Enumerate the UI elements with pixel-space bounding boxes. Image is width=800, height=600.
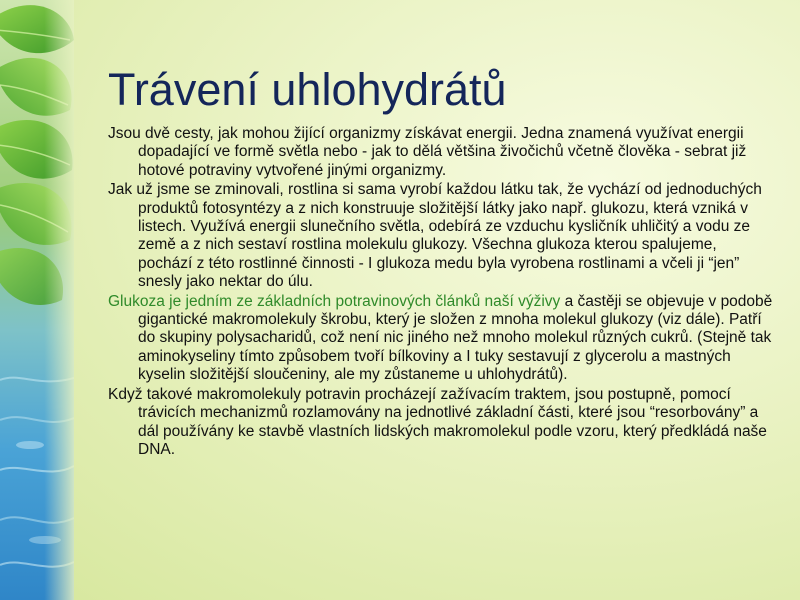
paragraph-energy-paths: Jsou dvě cesty, jak mohou žijící organizmy získávat energii. Jedna znamená využívat energii dopadající ve formě světla nebo - jak to dělá většina živočichů včetně člověka - sebrat již hotové potraviny vytvořené jinými organizmy. — [108, 125, 747, 179]
glucose-highlight-text: Glukoza je jedním ze základních potravinových článků naší výživy — [108, 292, 561, 310]
slide-title: Trávení uhlohydrátů — [108, 64, 507, 115]
paragraph-glucose-starch — [108, 293, 774, 385]
paragraph-digestion: Když takové makromolekuly potravin procházejí zažívacím traktem, jsou postupně, pomocí trávicích mechanizmů rozlamovány na jednotlivé základní části, které jsou “resorbovány” a dál používány ke stavbě vlastních lidských makromolekul podle vzoru, který předkládá naše DNA. — [108, 385, 767, 458]
glucose-paragraph-text: a častěji se objevuje v podobě gigantické makromolekuly škrobu, který je složen z mnoha molekul glukozy (viz dále). Patří do skupiny polysacharidů, což není nic jiného než mnoho molekul různých cukrů. (Stejně tak aminokyseliny tímto způsobem tvoří bílkoviny a I tuky sestavují z glycerolu a mastných kyselin složitější sloučeniny, ale my zůstaneme u uhlohydrátů). — [138, 292, 773, 384]
slide-body — [108, 125, 774, 459]
paragraph-plant-glucose: Jak už jsme se zminovali, rostlina si sama vyrobí každou látku tak, že vychází od jednoduchých produktů fotosyntézy a z nich konstruuje složitější látky jako např. glukozu, která vzniká v listech. Využívá energii slunečního světla, odebírá ze vzduchu kysličník uhličitý a vodu ze země a z nich sestaví rostlina molekulu glukozy. Všechna glukoza kterou spalujeme, pochází z této rostlinné činnosti - I glukoza medu byla vyrobena rostlinami a včeli ji “jen” snesly jako nektar do úlu. — [108, 181, 762, 291]
leaf-water-decoration — [0, 0, 74, 600]
